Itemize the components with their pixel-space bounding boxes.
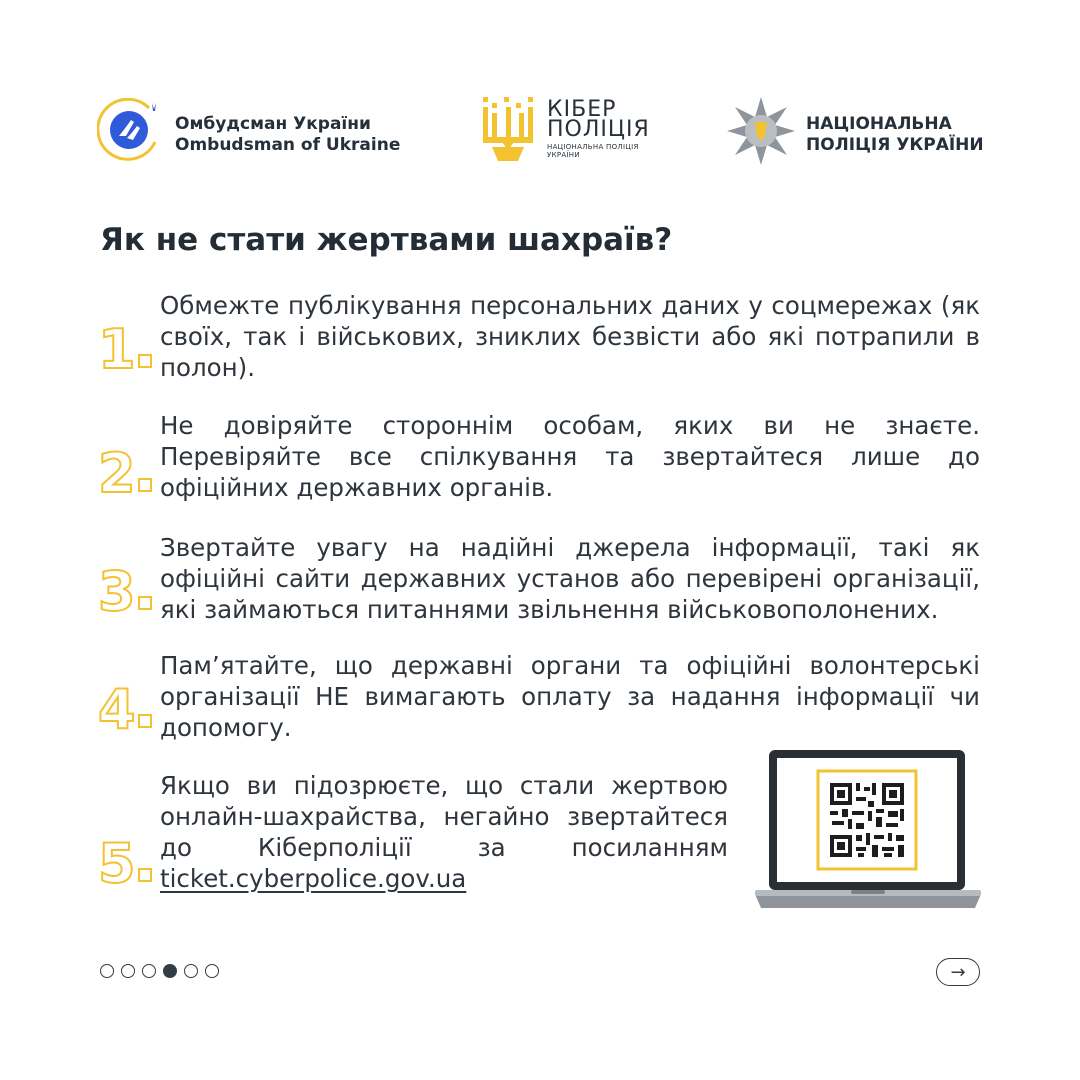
page-dot-1[interactable] xyxy=(100,964,114,978)
page-dot-5[interactable] xyxy=(184,964,198,978)
page-dot-2[interactable] xyxy=(121,964,135,978)
tip-number-3: 3 xyxy=(98,562,152,622)
tip-number-2: 2 xyxy=(98,444,152,504)
cyberpolice-sub-2: УКРАЇНИ xyxy=(547,151,580,159)
tip-1-text: Обмежте публікування персональних даних у соцмережах (як своїх, так і військових, зниклих безвісти або які потрапили в полон). xyxy=(160,291,980,382)
ombudsman-logo-icon xyxy=(97,98,165,164)
cyberpolice-title-2: ПОЛІЦІЯ xyxy=(547,117,650,142)
police-name-1: НАЦІОНАЛЬНА xyxy=(806,114,952,134)
tip-number-5: 5 xyxy=(98,834,152,894)
tip-2-text: Не довіряйте стороннім особам, яких ви не знаєте. Перевіряйте все спілкування та звертайтеся лише до офіційних державних органів. xyxy=(160,411,980,502)
cyberpolice-sub-1: НАЦІОНАЛЬНА ПОЛІЦІЯ xyxy=(547,143,639,151)
laptop-qr-code-image xyxy=(755,750,981,918)
police-name-2: ПОЛІЦІЯ УКРАЇНИ xyxy=(806,135,984,155)
police-star-icon xyxy=(725,95,797,167)
ombudsman-name-en: Ombudsman of Ukraine xyxy=(175,135,401,155)
page-dot-3[interactable] xyxy=(142,964,156,978)
page-dot-4[interactable] xyxy=(163,964,177,978)
pagination xyxy=(100,964,219,978)
page-title: Як не стати жертвами шахраїв? xyxy=(100,222,673,258)
tip-5-text: Якщо ви підозрюєте, що стали жертвою онлайн-шахрайства, негайно звертайтеся до Кіберполіції за посиланням xyxy=(160,771,728,862)
tip-4-text: Пам’ятайте, що державні органи та офіційні волонтерські організації НЕ вимагають оплату за надання інформації чи допомогу. xyxy=(160,651,980,742)
tip-3-text: Звертайте увагу на надійні джерела інформації, такі як офіційні сайти державних установ або перевірені організації, які займаються питаннями звільнення військовополонених. xyxy=(160,533,980,624)
tip-5-block xyxy=(160,770,728,894)
cyberpolice-ticket-link[interactable]: ticket.cyberpolice.gov.ua xyxy=(160,864,467,893)
tip-number-4: 4 xyxy=(98,680,152,740)
ombudsman-name-ua: Омбудсман України xyxy=(175,114,371,134)
cyberpolice-title-1: КІБЕР xyxy=(547,97,617,122)
page-dot-6[interactable] xyxy=(205,964,219,978)
arrow-right-icon: → xyxy=(950,961,966,983)
tip-number-1: 1 xyxy=(98,320,152,380)
next-arrow-button[interactable] xyxy=(936,958,980,986)
cyberpolice-trident-icon xyxy=(478,95,542,167)
